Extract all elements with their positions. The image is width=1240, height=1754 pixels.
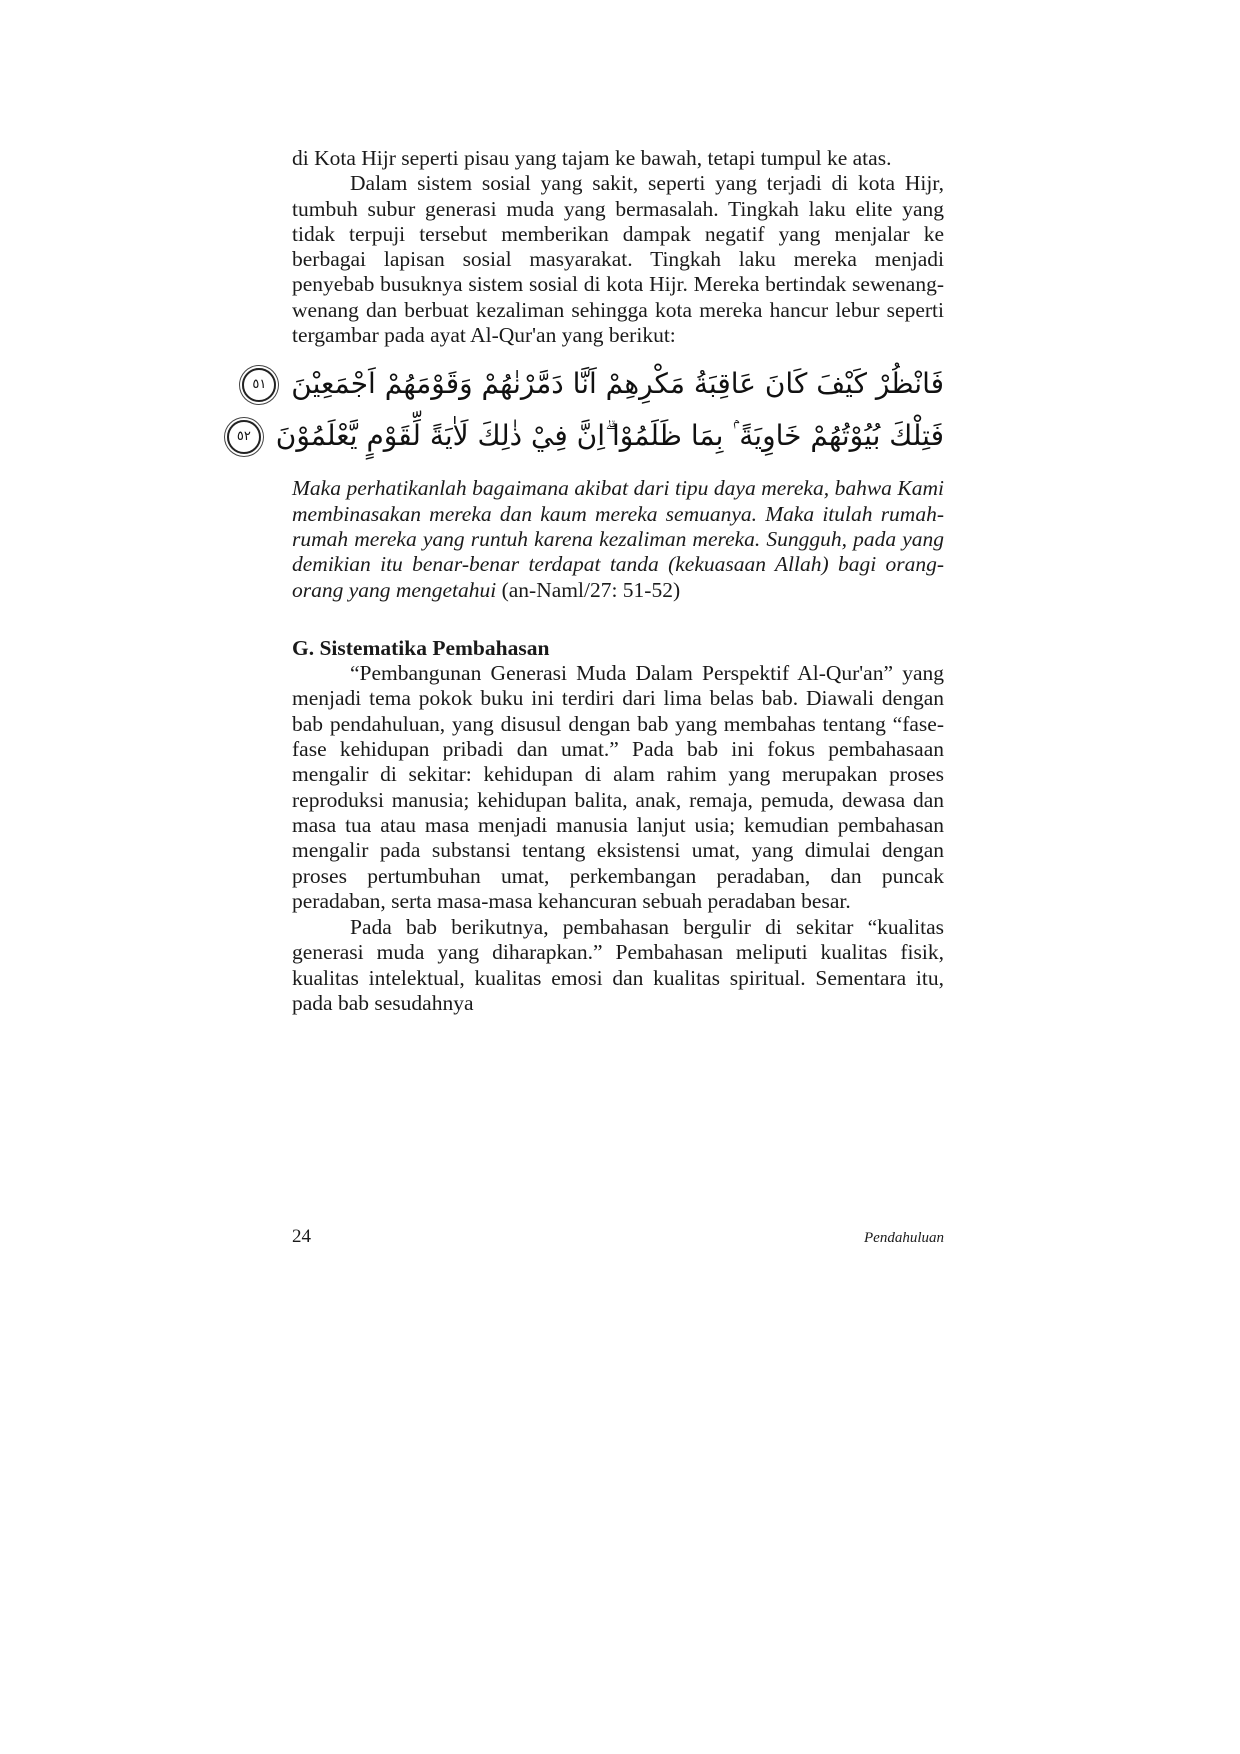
page-body — [236, 146, 944, 1016]
quran-verse — [236, 410, 944, 462]
page-number: 24 — [292, 1226, 311, 1247]
section-heading: G. Sistematika Pembahasan — [292, 635, 550, 660]
translation-text: Maka perhatikanlah bagaimana akibat dari tipu daya mereka, bahwa Kami membinasakan mereka dan kaum mereka semuanya. Maka itulah rumah-rumah mereka yang runtuh karena kezaliman mereka. Sungguh, pada yang demikian itu benar-benar terdapat tanda (kekuasaan Allah) bagi orang-orang yang mengetahui — [292, 476, 944, 602]
body-paragraph: di Kota Hijr seperti pisau yang tajam ke bawah, tetapi tumpul ke atas. — [292, 146, 892, 170]
page-footer — [292, 1226, 944, 1248]
verse-text: فَتِلْكَ بُيُوْتُهُمْ خَاوِيَةً ۢ بِمَا ظَلَمُوْا ۗاِنَّ فِيْ ذٰلِكَ لَاٰيَةً لِّقَوْمٍ يَّعْلَمُوْنَ — [275, 419, 944, 453]
quran-verses — [236, 358, 944, 462]
verse-number-marker: ٥١ — [242, 368, 276, 402]
verse-text: فَانْظُرْ كَيْفَ كَانَ عَاقِبَةُ مَكْرِهِمْ اَنَّا دَمَّرْنٰهُمْ وَقَوْمَهُمْ اَجْمَعِيْنَ — [291, 367, 944, 401]
verse-number-marker: ٥٢ — [227, 420, 261, 454]
verse-translation — [292, 476, 944, 602]
body-paragraph: “Pembangunan Generasi Muda Dalam Perspektif Al-Qur'an” yang menjadi tema pokok buku ini terdiri dari lima belas bab. Diawali dengan bab pendahuluan, yang disusul dengan bab yang membahas tentang “fase-fase kehidupan pribadi dan umat.” Pada bab ini fokus pembahasaan mengalir di sekitar: kehidupan di alam rahim yang merupakan proses reproduksi manusia; kehidupan balita, anak, remaja, pemuda, dewasa dan masa tua atau masa menjadi manusia lanjut usia; kemudian pembahasan mengalir pada substansi tentang eksistensi umat, yang dimulai dengan proses pertumbuhan umat, perkembangan peradaban, dan puncak peradaban, serta masa-masa kehancuran sebuah peradaban besar. — [292, 661, 944, 913]
verse-reference: (an-Naml/27: 51-52) — [501, 577, 681, 602]
running-title: Pendahuluan — [864, 1230, 944, 1246]
body-paragraph: Dalam sistem sosial yang sakit, seperti yang terjadi di kota Hijr, tumbuh subur generasi muda yang bermasalah. Tingkah laku elite yang tidak terpuji tersebut memberikan dampak negatif yang menjalar ke berbagai lapisan sosial masyarakat. Tingkah laku mereka menjadi penyebab busuknya sistem sosial di kota Hijr. Mereka bertindak sewenang-wenang dan berbuat kezaliman sehingga kota mereka hancur lebur seperti tergambar pada ayat Al-Qur'an yang berikut: — [292, 171, 944, 348]
body-paragraph: Pada bab berikutnya, pembahasan bergulir di sekitar “kualitas generasi muda yang diharapkan.” Pembahasan meliputi kualitas fisik, kualitas intelektual, kualitas emosi dan kualitas spiritual. Sementara itu, pada bab sesudahnya — [292, 915, 944, 1016]
quran-verse — [252, 358, 944, 410]
